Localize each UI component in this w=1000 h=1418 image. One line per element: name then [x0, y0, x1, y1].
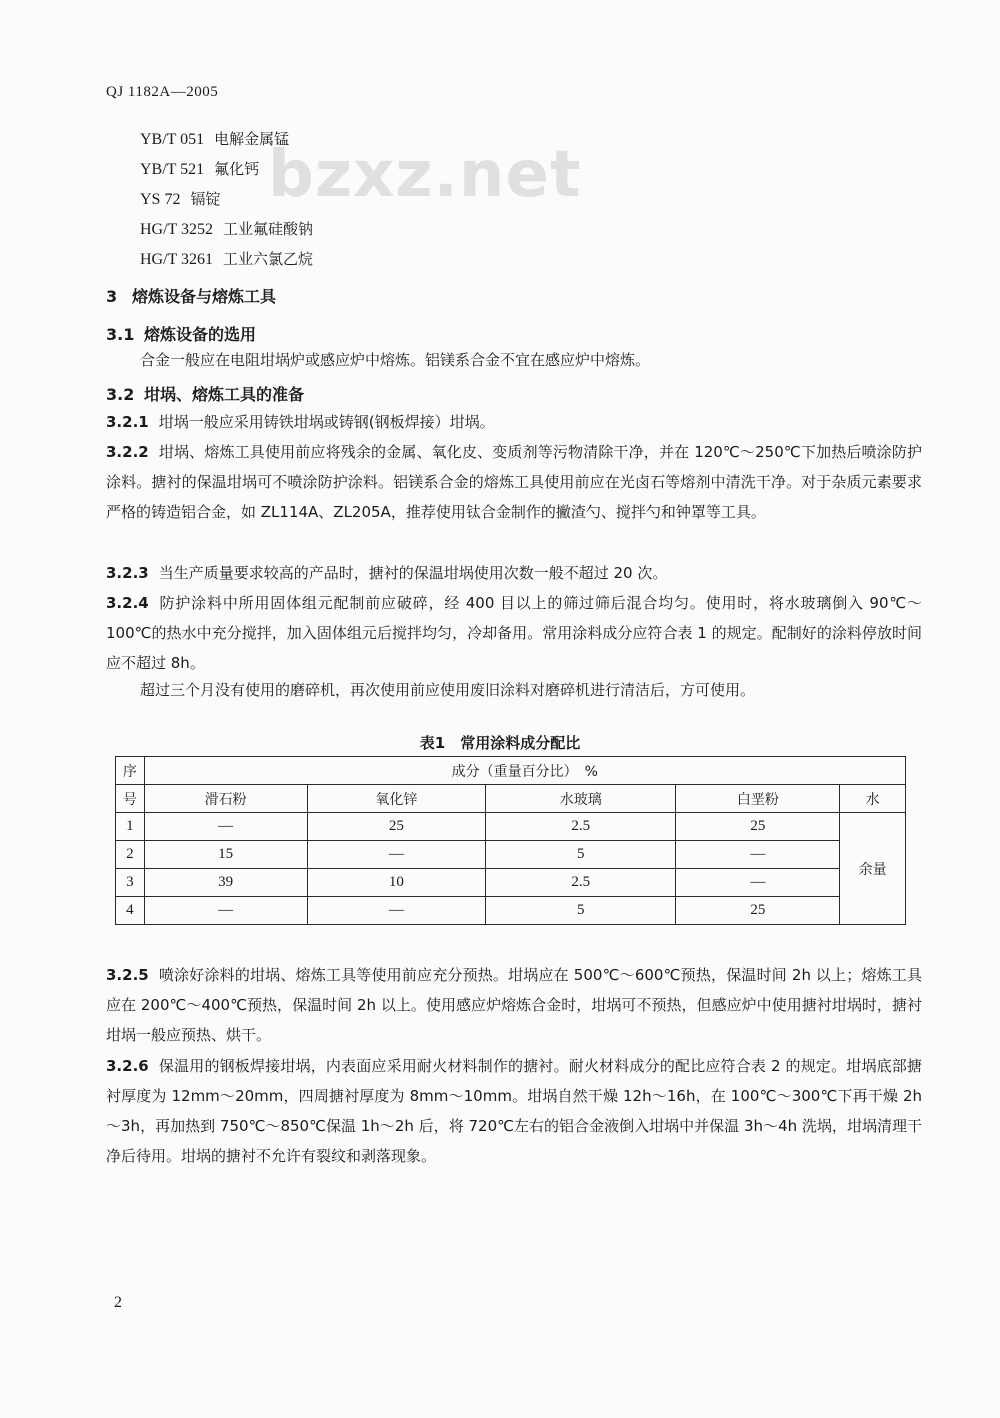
reference-item: [140, 158, 259, 179]
reference-item: [140, 128, 289, 149]
subsection-number: 3.1: [106, 325, 135, 344]
coating-composition-table: [115, 756, 906, 925]
seq-header-bottom: 号: [116, 785, 145, 813]
cell-glass: 2.5: [486, 869, 676, 897]
clause-3-2-4: [106, 588, 922, 678]
reference-item: [140, 218, 313, 239]
clause-text: 喷涂好涂料的坩埚、熔炼工具等使用前应充分预热。坩埚应在 500℃～600℃预热，保温时间 2h 以上；熔炼工具应在 200℃～400℃预热，保温时间 2h 以上。使用感应炉熔炼合金时，坩埚可不预热，但感应炉中使用搪衬坩埚时，搪衬坩埚一般应预热、烘干。: [106, 966, 922, 1044]
cell-chalk: 25: [676, 813, 840, 841]
reference-name: 氟化钙: [214, 160, 260, 178]
table-row: [116, 841, 906, 869]
subsection-heading: [106, 322, 256, 345]
clause-number: 3.2.6: [106, 1057, 149, 1075]
reference-item: [140, 188, 220, 209]
cell-chalk: 25: [676, 897, 840, 925]
cell-zno: 10: [307, 869, 486, 897]
subsection-title: 熔炼设备的选用: [144, 325, 257, 344]
clause-3-2-3: [106, 558, 922, 588]
standard-code: QJ 1182A—2005: [106, 84, 219, 100]
reference-code: HG/T 3261: [140, 251, 214, 268]
table-row: [116, 897, 906, 925]
subsection-title: 坩埚、熔炼工具的准备: [144, 385, 305, 404]
table-row: [116, 869, 906, 897]
reference-name: 工业六氯乙烷: [223, 250, 314, 268]
reference-code: YS 72: [140, 191, 181, 208]
watermark: bzxz.net: [268, 138, 582, 212]
clause-number: 3.2.4: [106, 594, 149, 612]
clause-number: 3.2.5: [106, 966, 149, 984]
clause-number: 3.2.2: [106, 443, 149, 461]
clause-3-2-2: [106, 437, 922, 527]
clause-3-2-6: [106, 1051, 922, 1171]
clause-3-2-1: [106, 407, 922, 437]
column-header: 白垩粉: [676, 785, 840, 813]
cell-water: 余量: [840, 813, 906, 925]
clause-text: 坩埚、熔炼工具使用前应将残余的金属、氧化皮、变质剂等污物清除干净，并在 120℃～250℃下加热后喷涂防护涂料。搪衬的保温坩埚可不喷涂防护涂料。铝镁系合金的熔炼工具使用前应在光卤石等熔剂中清洗干净。对于杂质元素要求严格的铸造铝合金，如 ZL114A、ZL205A，推荐使用钛合金制作的撇渣勺、搅拌勺和钟罩等工具。: [106, 443, 922, 521]
cell-zno: 25: [307, 813, 486, 841]
table-title: 表1 常用涂料成分配比: [419, 734, 581, 752]
section-title: 熔炼设备与熔炼工具: [132, 287, 277, 306]
section-number: 3: [106, 287, 118, 306]
reference-name: 工业氟硅酸钠: [223, 220, 314, 238]
cell-chalk: —: [676, 841, 840, 869]
column-header: 滑石粉: [144, 785, 307, 813]
subsection-number: 3.2: [106, 385, 135, 404]
cell-glass: 5: [486, 897, 676, 925]
cell-seq: 4: [116, 897, 145, 925]
cell-talc: 15: [144, 841, 307, 869]
cell-talc: 39: [144, 869, 307, 897]
reference-name: 镉锭: [190, 190, 221, 208]
cell-glass: 2.5: [486, 813, 676, 841]
column-header: 氧化锌: [307, 785, 486, 813]
page-number: 2: [114, 1294, 122, 1311]
clause-number: 3.2.3: [106, 564, 149, 582]
section-heading: [106, 284, 276, 307]
cell-chalk: —: [676, 869, 840, 897]
reference-item: [140, 248, 313, 269]
clause-number: 3.2.1: [106, 413, 149, 431]
cell-talc: —: [144, 813, 307, 841]
table-column-row: [116, 785, 906, 813]
cell-seq: 3: [116, 869, 145, 897]
clause-text: 坩埚一般应采用铸铁坩埚或铸钢(钢板焊接）坩埚。: [158, 413, 495, 431]
subsection-heading: [106, 382, 304, 405]
cell-seq: 2: [116, 841, 145, 869]
group-header: 成分（重量百分比） %: [144, 757, 905, 785]
reference-code: HG/T 3252: [140, 221, 214, 238]
column-header: 水: [840, 785, 906, 813]
cell-glass: 5: [486, 841, 676, 869]
table-row: [116, 813, 906, 841]
reference-code: YB/T 051: [140, 131, 205, 148]
cell-seq: 1: [116, 813, 145, 841]
seq-header-top: 序: [116, 757, 145, 785]
clause-text: 保温用的钢板焊接坩埚，内表面应采用耐火材料制作的搪衬。耐火材料成分的配比应符合表 2 的规定。坩埚底部搪衬厚度为 12mm～20mm，四周搪衬厚度为 8mm～10mm。坩埚自然干燥 12h～16h，在 100℃～300℃下再干燥 2h～3h，再加热到 750℃～850℃保温 1h～2h 后，将 720℃左右的铝合金液倒入坩埚中并保温 3h～4h 洗埚，坩埚清理干净后待用。坩埚的搪衬不允许有裂纹和剥落现象。: [106, 1057, 922, 1165]
clause-text: 当生产质量要求较高的产品时，搪衬的保温坩埚使用次数一般不超过 20 次。: [158, 564, 668, 582]
paragraph: 合金一般应在电阻坩埚炉或感应炉中熔炼。铝镁系合金不宜在感应炉中熔炼。: [140, 351, 651, 369]
clause-3-2-5: [106, 960, 922, 1050]
reference-code: YB/T 521: [140, 161, 205, 178]
paragraph: 超过三个月没有使用的磨碎机，再次使用前应使用废旧涂料对磨碎机进行清洁后，方可使用。: [140, 681, 756, 699]
column-header: 水玻璃: [486, 785, 676, 813]
clause-text: 防护涂料中所用固体组元配制前应破碎，经 400 目以上的筛过筛后混合均匀。使用时，将水玻璃倒入 90℃～100℃的热水中充分搅拌，加入固体组元后搅拌均匀，冷却备用。常用涂料成分应符合表 1 的规定。配制好的涂料停放时间应不超过 8h。: [106, 594, 922, 672]
cell-zno: —: [307, 841, 486, 869]
cell-zno: —: [307, 897, 486, 925]
reference-name: 电解金属锰: [214, 130, 290, 148]
table-header-row: [116, 757, 906, 785]
cell-talc: —: [144, 897, 307, 925]
